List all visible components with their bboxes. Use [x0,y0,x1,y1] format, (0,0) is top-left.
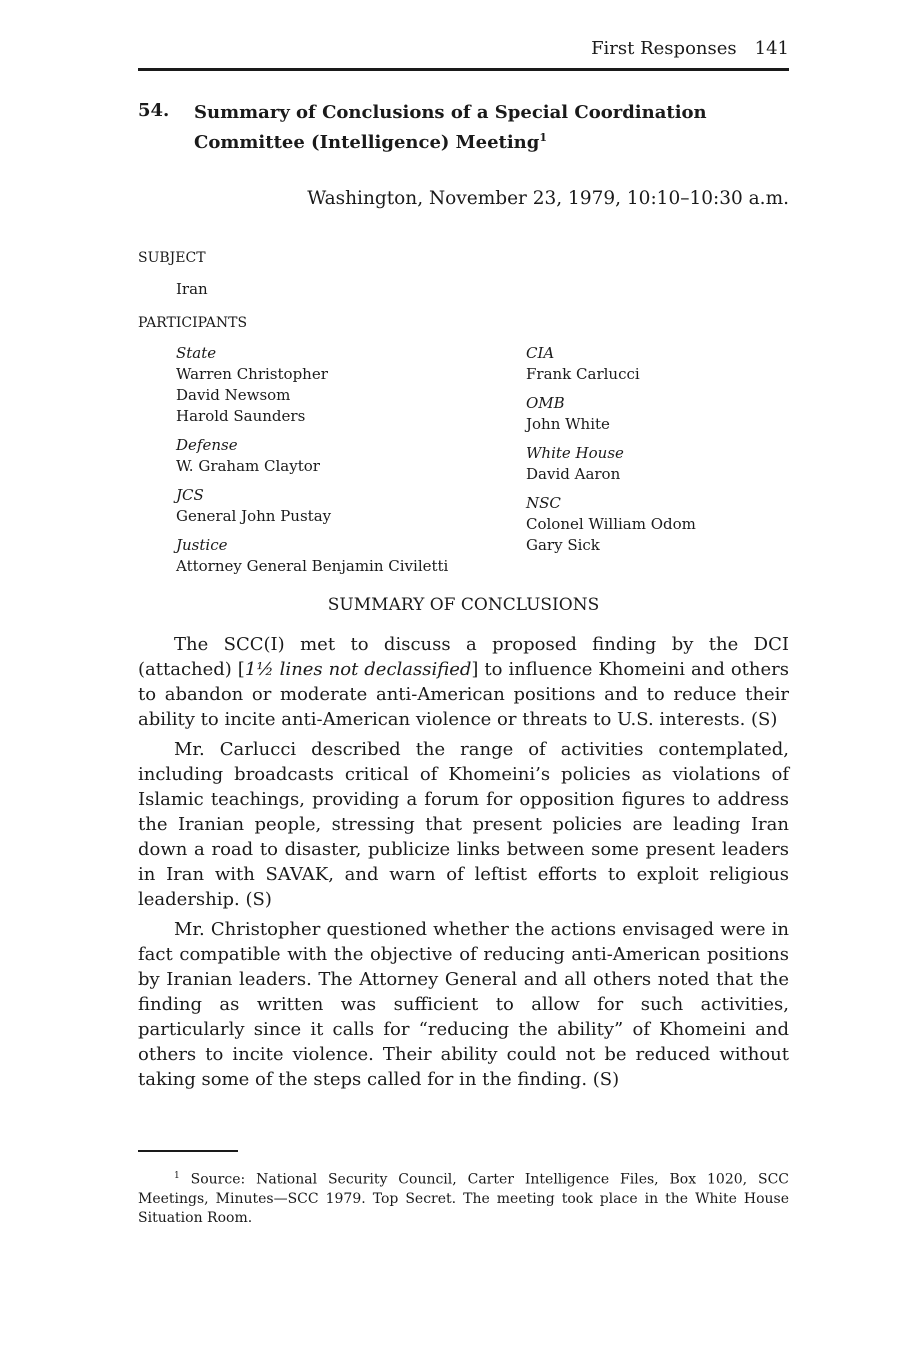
title-footnote-marker[interactable]: 1 [539,131,547,144]
agency-label: CIA [526,344,555,362]
participants-right-column [526,343,696,556]
participant-name: W. Graham Claytor [176,457,320,475]
paragraph-1 [138,632,789,732]
participant-name: Warren Christopher [176,365,328,383]
participant-group-white-house [526,443,696,485]
participant-name: Harold Saunders [176,407,306,425]
document-number: 54. [138,100,170,121]
page-number: 141 [754,38,789,59]
participant-name: David Aaron [526,465,621,483]
agency-label: JCS [176,486,204,504]
participant-group-justice [176,535,448,577]
footnote [138,1167,789,1228]
running-head [138,38,789,59]
footnote-marker: 1 [174,1171,180,1181]
document-title-text: Summary of Conclusions of a Special Coordination Committee (Intelligence) Meeting [194,102,707,153]
footnote-rule [138,1150,238,1152]
paragraph-1-start: The SCC(I) met to discuss a proposed finding by the DCI (attached) [ [138,634,789,680]
participant-name: Attorney General Benjamin Civiletti [176,557,449,575]
agency-label: Defense [176,436,238,454]
subject-label: SUBJECT [138,250,206,266]
participants-left-column [176,343,448,577]
participant-name: David Newsom [176,386,291,404]
document-title [194,100,754,155]
paragraph-1-end: ] to influence Khomeini and others to abandon or moderate anti-American positions and to reduce their ability to incite anti-American violence or threats to U.S. interests. (S) [138,659,789,730]
header-rule [138,68,789,71]
participant-group-cia [526,343,696,385]
paragraph-2: Mr. Carlucci described the range of activities contemplated, including broadcasts critical of Khomeini’s policies as violations of Islamic teachings, providing a forum for opposition figures to address the Iranian people, stressing that present policies are leading Iran down a road to disaster, publicize links between some present leaders in Iran with SAVAK, and warn of leftist efforts to exploit religious leadership. (S) [138,739,789,910]
participant-group-defense [176,435,448,477]
participant-group-omb [526,393,696,435]
paragraph-3: Mr. Christopher questioned whether the actions envisaged were in fact compatible with the objective of reducing anti-American positions by Iranian leaders. The Attorney General and all others noted that the finding as written was sufficient to allow for such activities, particularly since it calls for “reducing the ability” of Khomeini and others to incite violence. Their ability could not be reduced without taking some of the steps called for in the finding. (S) [138,919,789,1090]
participant-name: General John Pustay [176,507,332,525]
agency-label: NSC [526,494,561,512]
participant-group-nsc [526,493,696,556]
subject-value: Iran [176,280,208,298]
participant-name: John White [526,415,610,433]
agency-label: Justice [176,536,228,554]
redaction-note: 1½ lines not declassified [244,659,472,680]
dateline: Washington, November 23, 1979, 10:10–10:30 a.m. [307,188,789,209]
participant-group-state [176,343,448,427]
agency-label: State [176,344,217,362]
participant-name: Frank Carlucci [526,365,640,383]
agency-label: White House [526,444,624,462]
participant-name: Gary Sick [526,536,600,554]
running-head-section: First Responses [591,38,737,59]
participant-name: Colonel William Odom [526,515,696,533]
participants-label: PARTICIPANTS [138,315,248,331]
summary-heading: SUMMARY OF CONCLUSIONS [327,595,600,615]
footnote-text: Source: National Security Council, Carter Intelligence Files, Box 1020, SCC Meetings, Minutes—SCC 1979. Top Secret. The meeting took place in the White House Situation Room. [138,1171,790,1226]
participant-group-jcs [176,485,448,527]
summary-body [138,632,789,1097]
agency-label: OMB [526,394,565,412]
